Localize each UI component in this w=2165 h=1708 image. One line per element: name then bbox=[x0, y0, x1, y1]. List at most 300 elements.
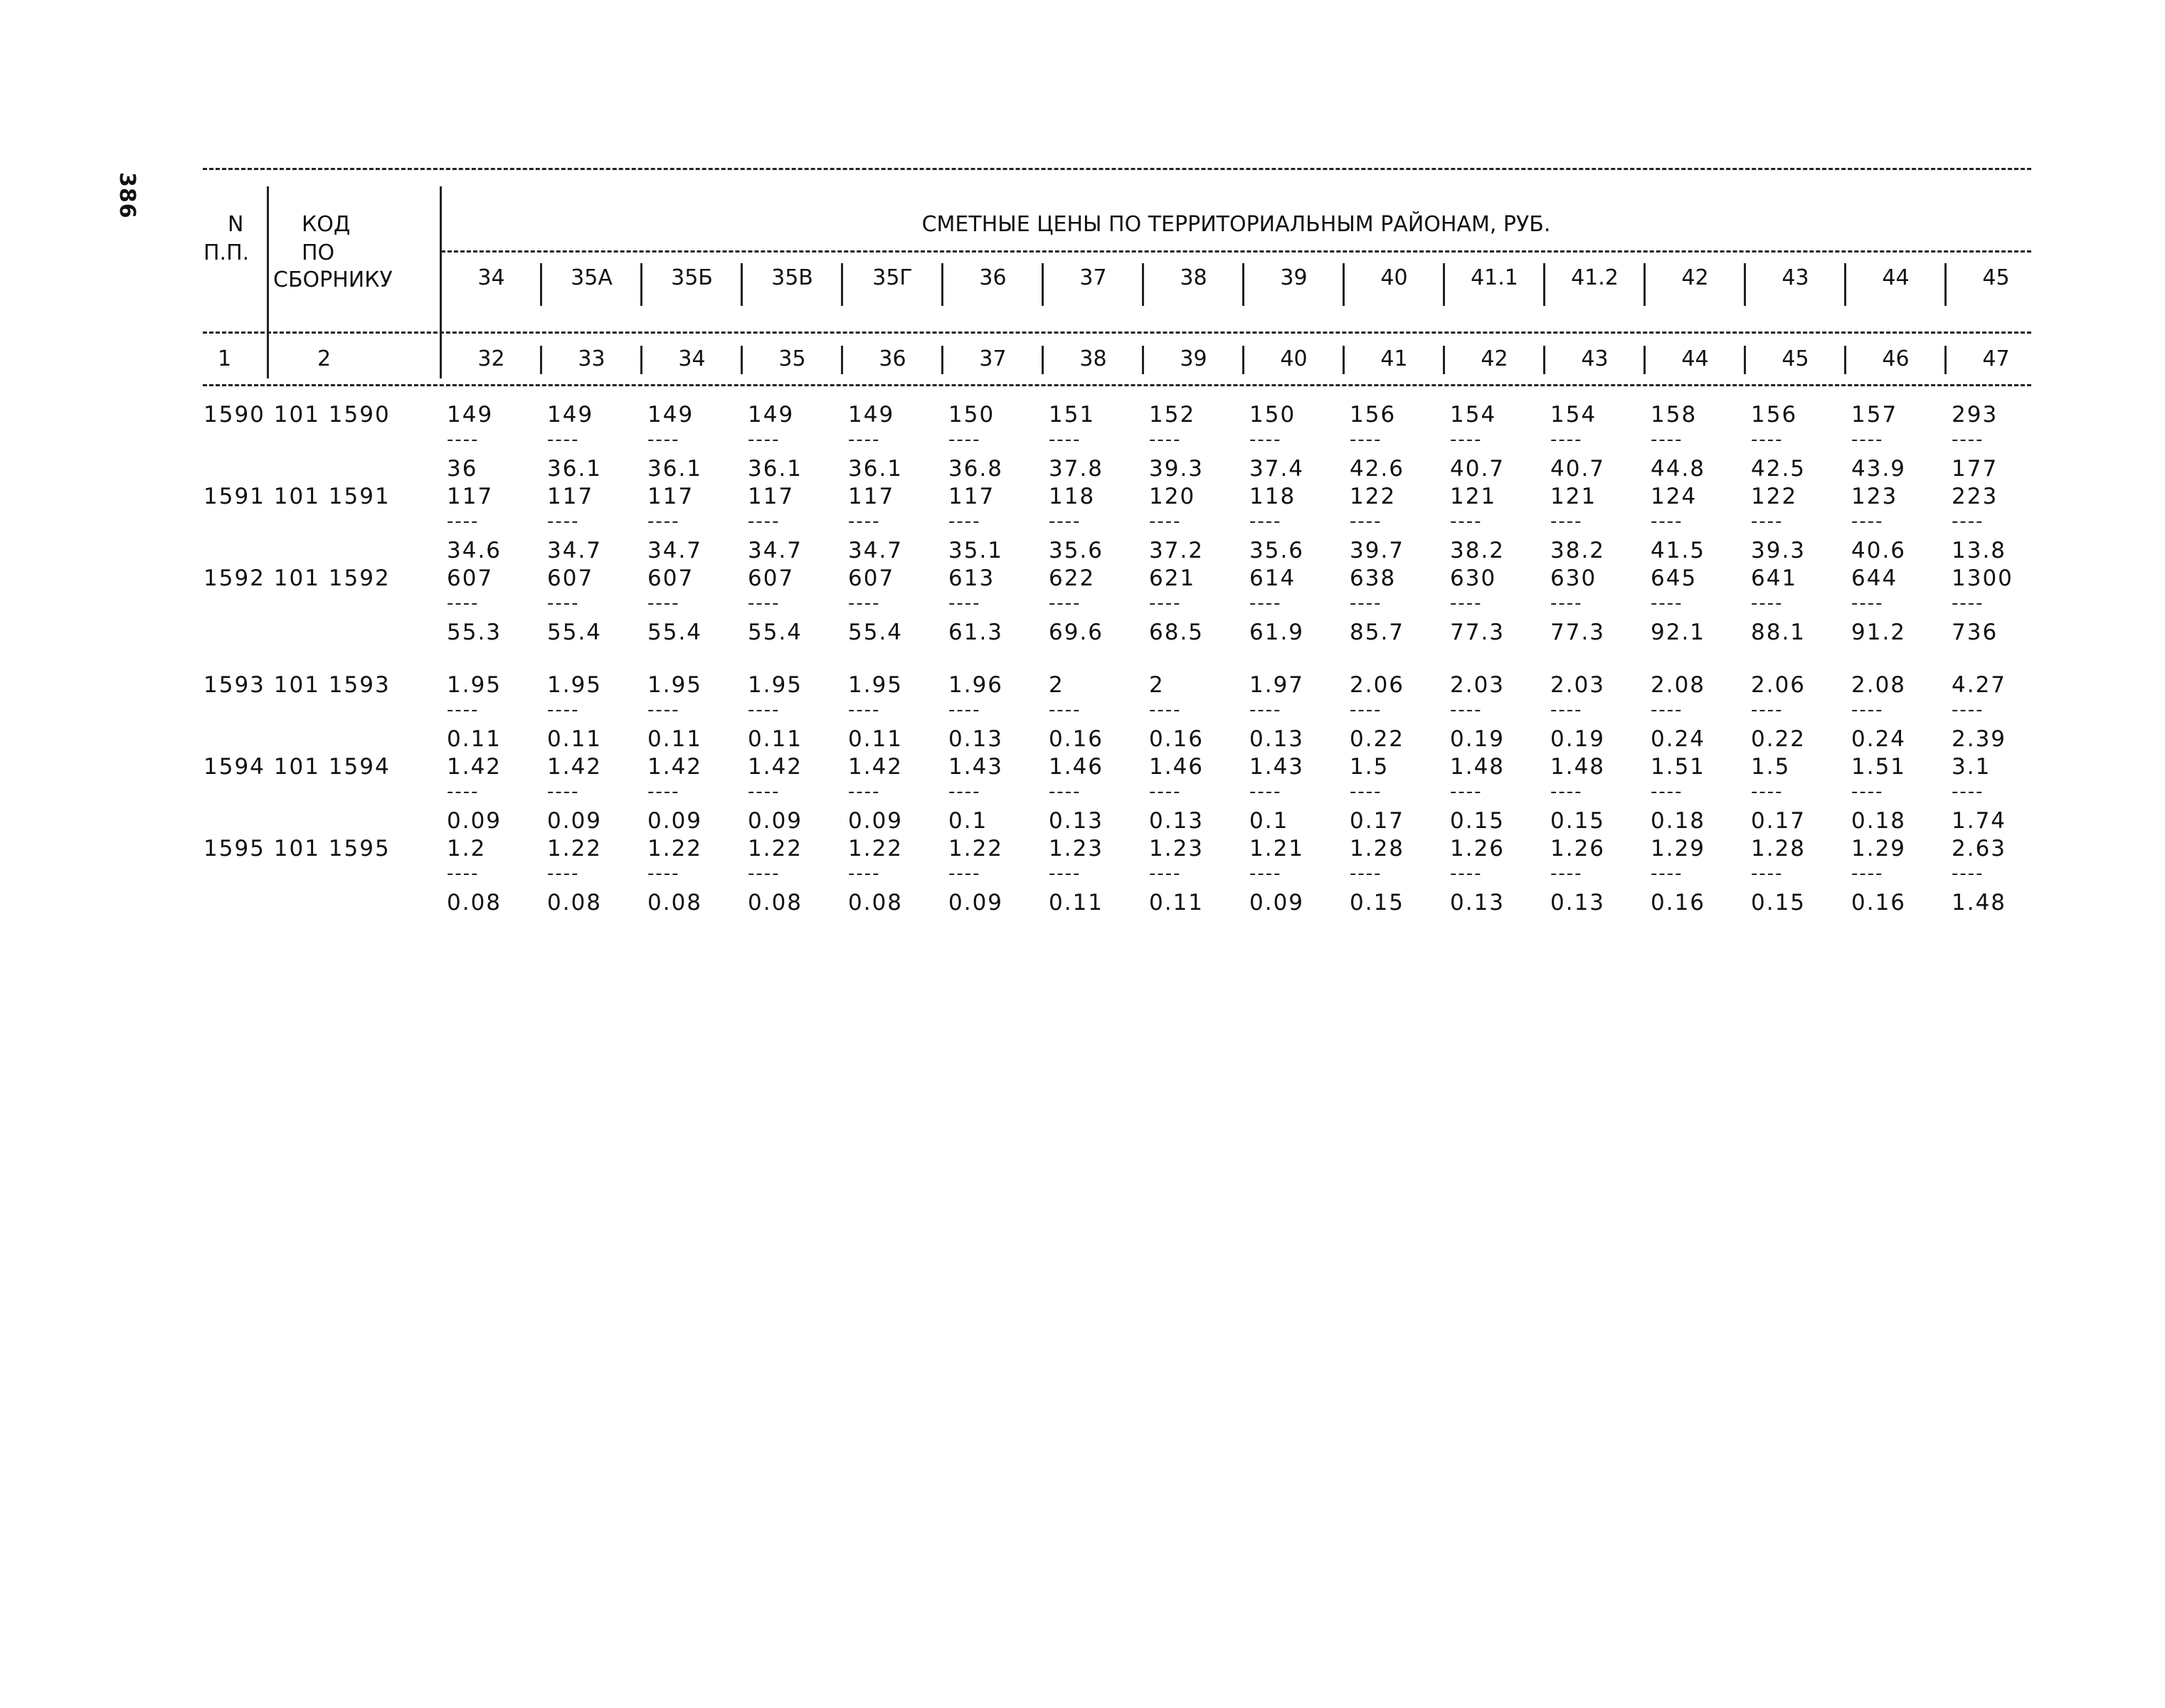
fraction-bar: ---- bbox=[547, 429, 580, 450]
price-subvalue: 0.15 bbox=[1350, 890, 1405, 916]
price-value: 150 bbox=[1249, 402, 1296, 428]
fraction-bar: ---- bbox=[447, 429, 480, 450]
district-header: 40 bbox=[1380, 265, 1408, 290]
fraction-bar: ---- bbox=[948, 429, 981, 450]
column-index: 2 bbox=[317, 346, 332, 371]
fraction-bar: ---- bbox=[447, 511, 480, 532]
price-subvalue: 0.17 bbox=[1350, 808, 1405, 834]
price-value: 122 bbox=[1751, 484, 1798, 509]
price-subvalue: 36.1 bbox=[647, 456, 703, 482]
price-subvalue: 68.5 bbox=[1149, 620, 1205, 645]
column-index: 47 bbox=[1982, 346, 2010, 371]
price-value: 1.97 bbox=[1249, 672, 1305, 698]
price-value: 117 bbox=[848, 484, 895, 509]
price-value: 2.06 bbox=[1350, 672, 1405, 698]
fraction-bar: ---- bbox=[547, 781, 580, 802]
price-subvalue: 0.13 bbox=[948, 726, 1004, 752]
price-subvalue: 69.6 bbox=[1049, 620, 1104, 645]
column-index: 40 bbox=[1280, 346, 1308, 371]
price-value: 622 bbox=[1049, 566, 1096, 591]
price-subvalue: 736 bbox=[1952, 620, 1999, 645]
fraction-bar: ---- bbox=[1851, 429, 1884, 450]
price-subvalue: 0.13 bbox=[1049, 808, 1104, 834]
district-header: 41.2 bbox=[1571, 265, 1619, 290]
fraction-bar: ---- bbox=[1651, 511, 1683, 532]
price-subvalue: 0.16 bbox=[1651, 890, 1706, 916]
price-value: 121 bbox=[1550, 484, 1597, 509]
price-value: 154 bbox=[1550, 402, 1597, 428]
price-value: 621 bbox=[1149, 566, 1196, 591]
price-value: 151 bbox=[1049, 402, 1096, 428]
header-index-rule bbox=[203, 331, 2031, 334]
price-subvalue: 34.7 bbox=[748, 538, 803, 563]
fraction-bar: ---- bbox=[1952, 863, 1984, 884]
price-subvalue: 37.8 bbox=[1049, 456, 1104, 482]
column-index: 41 bbox=[1380, 346, 1408, 371]
fraction-bar: ---- bbox=[1450, 781, 1483, 802]
fraction-bar: ---- bbox=[647, 593, 680, 614]
price-value: 2.63 bbox=[1952, 836, 2007, 861]
fraction-bar: ---- bbox=[1851, 699, 1884, 721]
district-header: 44 bbox=[1882, 265, 1910, 290]
price-value: 117 bbox=[948, 484, 995, 509]
fraction-bar: ---- bbox=[1149, 593, 1182, 614]
price-value: 149 bbox=[748, 402, 795, 428]
fraction-bar: ---- bbox=[1249, 429, 1282, 450]
price-subvalue: 55.4 bbox=[647, 620, 703, 645]
price-value: 614 bbox=[1249, 566, 1296, 591]
price-value: 150 bbox=[948, 402, 995, 428]
price-value: 2 bbox=[1149, 672, 1165, 698]
price-subvalue: 0.19 bbox=[1450, 726, 1505, 752]
price-value: 613 bbox=[948, 566, 995, 591]
price-value: 120 bbox=[1149, 484, 1196, 509]
fraction-bar: ---- bbox=[1049, 429, 1081, 450]
fraction-bar: ---- bbox=[1049, 511, 1081, 532]
row-code: 1595 101 1595 bbox=[203, 836, 391, 861]
price-subvalue: 0.18 bbox=[1851, 808, 1907, 834]
header-separator bbox=[267, 186, 269, 378]
price-value: 1.2 bbox=[447, 836, 487, 861]
price-value: 1.23 bbox=[1049, 836, 1104, 861]
price-value: 1.46 bbox=[1149, 754, 1205, 780]
price-value: 2.08 bbox=[1851, 672, 1907, 698]
price-value: 1.51 bbox=[1651, 754, 1706, 780]
price-value: 152 bbox=[1149, 402, 1196, 428]
price-value: 117 bbox=[647, 484, 694, 509]
column-index: 46 bbox=[1882, 346, 1910, 371]
fraction-bar: ---- bbox=[447, 781, 480, 802]
column-index: 37 bbox=[979, 346, 1007, 371]
fraction-bar: ---- bbox=[647, 781, 680, 802]
price-subvalue: 40.7 bbox=[1450, 456, 1505, 482]
fraction-bar: ---- bbox=[848, 781, 881, 802]
price-subvalue: 0.09 bbox=[547, 808, 603, 834]
fraction-bar: ---- bbox=[1851, 781, 1884, 802]
fraction-bar: ---- bbox=[848, 593, 881, 614]
fraction-bar: ---- bbox=[1550, 593, 1583, 614]
fraction-bar: ---- bbox=[948, 511, 981, 532]
fraction-bar: ---- bbox=[1550, 863, 1583, 884]
price-value: 1.21 bbox=[1249, 836, 1305, 861]
price-subvalue: 39.3 bbox=[1149, 456, 1205, 482]
fraction-bar: ---- bbox=[1350, 781, 1382, 802]
price-subvalue: 92.1 bbox=[1651, 620, 1706, 645]
price-value: 117 bbox=[547, 484, 594, 509]
fraction-bar: ---- bbox=[748, 511, 780, 532]
price-value: 158 bbox=[1651, 402, 1698, 428]
fraction-bar: ---- bbox=[1049, 593, 1081, 614]
header-col-pp: П.П. bbox=[203, 240, 250, 265]
price-value: 1.95 bbox=[547, 672, 603, 698]
price-value: 154 bbox=[1450, 402, 1497, 428]
fraction-bar: ---- bbox=[1751, 429, 1784, 450]
price-subvalue: 35.6 bbox=[1249, 538, 1305, 563]
price-subvalue: 2.39 bbox=[1952, 726, 2007, 752]
district-header: 37 bbox=[1079, 265, 1107, 290]
price-subvalue: 88.1 bbox=[1751, 620, 1806, 645]
page-number: 386 bbox=[115, 172, 139, 219]
price-subvalue: 0.16 bbox=[1149, 726, 1205, 752]
price-value: 1.5 bbox=[1751, 754, 1791, 780]
price-value: 1.43 bbox=[1249, 754, 1305, 780]
price-subvalue: 34.7 bbox=[547, 538, 603, 563]
fraction-bar: ---- bbox=[1851, 863, 1884, 884]
price-value: 293 bbox=[1952, 402, 1999, 428]
price-value: 1.95 bbox=[647, 672, 703, 698]
price-subvalue: 40.7 bbox=[1550, 456, 1606, 482]
price-subvalue: 0.09 bbox=[848, 808, 904, 834]
price-value: 1.26 bbox=[1550, 836, 1606, 861]
district-header: 35В bbox=[771, 265, 813, 290]
fraction-bar: ---- bbox=[1851, 593, 1884, 614]
fraction-bar: ---- bbox=[1450, 429, 1483, 450]
price-subvalue: 36.1 bbox=[748, 456, 803, 482]
price-subvalue: 0.13 bbox=[1450, 890, 1505, 916]
price-subvalue: 0.19 bbox=[1550, 726, 1606, 752]
fraction-bar: ---- bbox=[1450, 593, 1483, 614]
fraction-bar: ---- bbox=[748, 863, 780, 884]
price-subvalue: 39.3 bbox=[1751, 538, 1806, 563]
fraction-bar: ---- bbox=[647, 699, 680, 721]
fraction-bar: ---- bbox=[547, 511, 580, 532]
fraction-bar: ---- bbox=[1751, 511, 1784, 532]
price-value: 124 bbox=[1651, 484, 1698, 509]
price-value: 1.28 bbox=[1350, 836, 1405, 861]
price-value: 1.46 bbox=[1049, 754, 1104, 780]
fraction-bar: ---- bbox=[547, 593, 580, 614]
district-header: 35Б bbox=[671, 265, 713, 290]
fraction-bar: ---- bbox=[1550, 699, 1583, 721]
price-value: 630 bbox=[1450, 566, 1497, 591]
fraction-bar: ---- bbox=[1651, 429, 1683, 450]
price-value: 607 bbox=[647, 566, 694, 591]
column-index: 44 bbox=[1681, 346, 1709, 371]
fraction-bar: ---- bbox=[1049, 863, 1081, 884]
price-subvalue: 0.08 bbox=[748, 890, 803, 916]
price-value: 638 bbox=[1350, 566, 1397, 591]
price-value: 1.29 bbox=[1851, 836, 1907, 861]
price-subvalue: 34.6 bbox=[447, 538, 502, 563]
district-header: 35Г bbox=[872, 265, 913, 290]
price-subvalue: 0.08 bbox=[547, 890, 603, 916]
price-value: 1.22 bbox=[848, 836, 904, 861]
district-header: 42 bbox=[1681, 265, 1709, 290]
price-subvalue: 42.5 bbox=[1751, 456, 1806, 482]
fraction-bar: ---- bbox=[547, 699, 580, 721]
column-index: 36 bbox=[879, 346, 906, 371]
price-value: 1.28 bbox=[1751, 836, 1806, 861]
fraction-bar: ---- bbox=[1249, 511, 1282, 532]
price-value: 117 bbox=[447, 484, 494, 509]
district-header: 39 bbox=[1280, 265, 1308, 290]
fraction-bar: ---- bbox=[1550, 511, 1583, 532]
price-subvalue: 0.24 bbox=[1651, 726, 1706, 752]
fraction-bar: ---- bbox=[1952, 699, 1984, 721]
district-header: 34 bbox=[477, 265, 505, 290]
price-subvalue: 0.09 bbox=[748, 808, 803, 834]
price-value: 1.29 bbox=[1651, 836, 1706, 861]
district-header: 43 bbox=[1782, 265, 1809, 290]
fraction-bar: ---- bbox=[1450, 511, 1483, 532]
price-value: 2.03 bbox=[1450, 672, 1505, 698]
price-subvalue: 55.4 bbox=[748, 620, 803, 645]
column-index: 39 bbox=[1180, 346, 1207, 371]
fraction-bar: ---- bbox=[1249, 863, 1282, 884]
price-value: 1.43 bbox=[948, 754, 1004, 780]
price-subvalue: 35.1 bbox=[948, 538, 1004, 563]
fraction-bar: ---- bbox=[1350, 429, 1382, 450]
price-value: 117 bbox=[748, 484, 795, 509]
header-bottom-rule bbox=[203, 384, 2031, 386]
price-subvalue: 177 bbox=[1952, 456, 1999, 482]
fraction-bar: ---- bbox=[1952, 781, 1984, 802]
price-subvalue: 0.13 bbox=[1550, 890, 1606, 916]
price-subvalue: 0.24 bbox=[1851, 726, 1907, 752]
price-subvalue: 91.2 bbox=[1851, 620, 1907, 645]
price-subvalue: 0.09 bbox=[447, 808, 502, 834]
price-subvalue: 0.22 bbox=[1350, 726, 1405, 752]
fraction-bar: ---- bbox=[1651, 593, 1683, 614]
price-subvalue: 85.7 bbox=[1350, 620, 1405, 645]
fraction-bar: ---- bbox=[1149, 699, 1182, 721]
column-index: 33 bbox=[578, 346, 605, 371]
price-value: 1.42 bbox=[848, 754, 904, 780]
price-subvalue: 0.11 bbox=[447, 726, 502, 752]
price-subvalue: 36 bbox=[447, 456, 478, 482]
fraction-bar: ---- bbox=[1651, 699, 1683, 721]
price-subvalue: 38.2 bbox=[1450, 538, 1505, 563]
price-value: 607 bbox=[447, 566, 494, 591]
price-subvalue: 0.18 bbox=[1651, 808, 1706, 834]
fraction-bar: ---- bbox=[1751, 593, 1784, 614]
price-value: 2 bbox=[1049, 672, 1064, 698]
price-subvalue: 38.2 bbox=[1550, 538, 1606, 563]
fraction-bar: ---- bbox=[848, 429, 881, 450]
fraction-bar: ---- bbox=[1350, 863, 1382, 884]
price-value: 118 bbox=[1249, 484, 1296, 509]
price-subvalue: 0.11 bbox=[748, 726, 803, 752]
price-value: 4.27 bbox=[1952, 672, 2007, 698]
price-subvalue: 61.3 bbox=[948, 620, 1004, 645]
price-subvalue: 0.09 bbox=[1249, 890, 1305, 916]
fraction-bar: ---- bbox=[1851, 511, 1884, 532]
price-subvalue: 0.1 bbox=[948, 808, 988, 834]
header-col-po: ПО bbox=[302, 240, 335, 265]
price-value: 1.22 bbox=[748, 836, 803, 861]
price-value: 1.42 bbox=[647, 754, 703, 780]
fraction-bar: ---- bbox=[748, 699, 780, 721]
column-index: 32 bbox=[477, 346, 505, 371]
price-subvalue: 1.48 bbox=[1952, 890, 2007, 916]
price-subvalue: 36.8 bbox=[948, 456, 1004, 482]
price-value: 645 bbox=[1651, 566, 1698, 591]
price-value: 2.06 bbox=[1751, 672, 1806, 698]
fraction-bar: ---- bbox=[647, 511, 680, 532]
price-subvalue: 37.2 bbox=[1149, 538, 1205, 563]
fraction-bar: ---- bbox=[1149, 781, 1182, 802]
price-subvalue: 77.3 bbox=[1450, 620, 1505, 645]
fraction-bar: ---- bbox=[1049, 781, 1081, 802]
price-subvalue: 36.1 bbox=[547, 456, 603, 482]
row-code: 1592 101 1592 bbox=[203, 566, 391, 591]
price-value: 1.42 bbox=[547, 754, 603, 780]
fraction-bar: ---- bbox=[1952, 511, 1984, 532]
price-value: 1.5 bbox=[1350, 754, 1389, 780]
fraction-bar: ---- bbox=[1350, 699, 1382, 721]
price-subvalue: 39.7 bbox=[1350, 538, 1405, 563]
price-subvalue: 61.9 bbox=[1249, 620, 1305, 645]
price-subvalue: 77.3 bbox=[1550, 620, 1606, 645]
header-col-kod: КОД bbox=[302, 212, 351, 237]
fraction-bar: ---- bbox=[1651, 781, 1683, 802]
fraction-bar: ---- bbox=[1751, 781, 1784, 802]
price-subvalue: 0.11 bbox=[848, 726, 904, 752]
header-top-rule bbox=[203, 168, 2031, 170]
price-value: 118 bbox=[1049, 484, 1096, 509]
price-subvalue: 34.7 bbox=[848, 538, 904, 563]
price-value: 3.1 bbox=[1952, 754, 1991, 780]
price-subvalue: 0.15 bbox=[1550, 808, 1606, 834]
price-subvalue: 37.4 bbox=[1249, 456, 1305, 482]
fraction-bar: ---- bbox=[1952, 593, 1984, 614]
column-index: 42 bbox=[1481, 346, 1508, 371]
fraction-bar: ---- bbox=[1249, 781, 1282, 802]
price-subvalue: 0.15 bbox=[1751, 890, 1806, 916]
column-index: 34 bbox=[678, 346, 706, 371]
price-value: 1.95 bbox=[748, 672, 803, 698]
price-subvalue: 0.11 bbox=[1049, 890, 1104, 916]
price-subvalue: 55.3 bbox=[447, 620, 502, 645]
row-code: 1591 101 1591 bbox=[203, 484, 391, 509]
fraction-bar: ---- bbox=[1952, 429, 1984, 450]
price-subvalue: 34.7 bbox=[647, 538, 703, 563]
district-header: 45 bbox=[1982, 265, 2010, 290]
column-index: 1 bbox=[218, 346, 232, 371]
price-subvalue: 0.08 bbox=[647, 890, 703, 916]
price-value: 1300 bbox=[1952, 566, 2013, 591]
price-value: 1.42 bbox=[447, 754, 502, 780]
price-subvalue: 43.9 bbox=[1851, 456, 1907, 482]
price-subvalue: 13.8 bbox=[1952, 538, 2007, 563]
price-subvalue: 0.09 bbox=[948, 890, 1004, 916]
price-value: 149 bbox=[547, 402, 594, 428]
header-col-sborniku: СБОРНИКУ bbox=[273, 267, 393, 292]
fraction-bar: ---- bbox=[1350, 593, 1382, 614]
fraction-bar: ---- bbox=[948, 781, 981, 802]
price-value: 1.95 bbox=[447, 672, 502, 698]
fraction-bar: ---- bbox=[748, 429, 780, 450]
price-value: 223 bbox=[1952, 484, 1999, 509]
fraction-bar: ---- bbox=[948, 593, 981, 614]
price-value: 121 bbox=[1450, 484, 1497, 509]
price-value: 149 bbox=[848, 402, 895, 428]
price-subvalue: 0.08 bbox=[848, 890, 904, 916]
district-header: 38 bbox=[1180, 265, 1207, 290]
price-value: 1.23 bbox=[1149, 836, 1205, 861]
row-code: 1590 101 1590 bbox=[203, 402, 391, 428]
fraction-bar: ---- bbox=[1751, 863, 1784, 884]
fraction-bar: ---- bbox=[848, 863, 881, 884]
fraction-bar: ---- bbox=[1049, 699, 1081, 721]
price-value: 1.26 bbox=[1450, 836, 1505, 861]
header-title: СМЕТНЫЕ ЦЕНЫ ПО ТЕРРИТОРИАЛЬНЫМ РАЙОНАМ, РУБ. bbox=[921, 212, 1551, 237]
price-subvalue: 0.22 bbox=[1751, 726, 1806, 752]
fraction-bar: ---- bbox=[848, 699, 881, 721]
header-mid-rule bbox=[441, 250, 2031, 253]
price-value: 607 bbox=[547, 566, 594, 591]
price-value: 157 bbox=[1851, 402, 1898, 428]
fraction-bar: ---- bbox=[748, 593, 780, 614]
price-value: 122 bbox=[1350, 484, 1397, 509]
price-subvalue: 0.15 bbox=[1450, 808, 1505, 834]
price-subvalue: 35.6 bbox=[1049, 538, 1104, 563]
fraction-bar: ---- bbox=[447, 699, 480, 721]
price-subvalue: 42.6 bbox=[1350, 456, 1405, 482]
price-subvalue: 0.13 bbox=[1249, 726, 1305, 752]
price-value: 2.03 bbox=[1550, 672, 1606, 698]
price-value: 630 bbox=[1550, 566, 1597, 591]
fraction-bar: ---- bbox=[547, 863, 580, 884]
fraction-bar: ---- bbox=[948, 699, 981, 721]
price-value: 1.48 bbox=[1550, 754, 1606, 780]
fraction-bar: ---- bbox=[748, 781, 780, 802]
price-value: 1.22 bbox=[948, 836, 1004, 861]
fraction-bar: ---- bbox=[1149, 863, 1182, 884]
fraction-bar: ---- bbox=[1550, 429, 1583, 450]
price-subvalue: 44.8 bbox=[1651, 456, 1706, 482]
fraction-bar: ---- bbox=[1651, 863, 1683, 884]
fraction-bar: ---- bbox=[447, 593, 480, 614]
price-subvalue: 41.5 bbox=[1651, 538, 1706, 563]
price-subvalue: 40.6 bbox=[1851, 538, 1907, 563]
price-value: 1.48 bbox=[1450, 754, 1505, 780]
price-value: 149 bbox=[647, 402, 694, 428]
column-index: 43 bbox=[1581, 346, 1609, 371]
price-value: 1.42 bbox=[748, 754, 803, 780]
fraction-bar: ---- bbox=[647, 863, 680, 884]
price-value: 1.51 bbox=[1851, 754, 1907, 780]
fraction-bar: ---- bbox=[848, 511, 881, 532]
price-value: 1.22 bbox=[647, 836, 703, 861]
price-subvalue: 0.08 bbox=[447, 890, 502, 916]
price-value: 607 bbox=[848, 566, 895, 591]
price-subvalue: 0.1 bbox=[1249, 808, 1289, 834]
fraction-bar: ---- bbox=[1550, 781, 1583, 802]
price-subvalue: 36.1 bbox=[848, 456, 904, 482]
price-value: 1.95 bbox=[848, 672, 904, 698]
fraction-bar: ---- bbox=[447, 863, 480, 884]
